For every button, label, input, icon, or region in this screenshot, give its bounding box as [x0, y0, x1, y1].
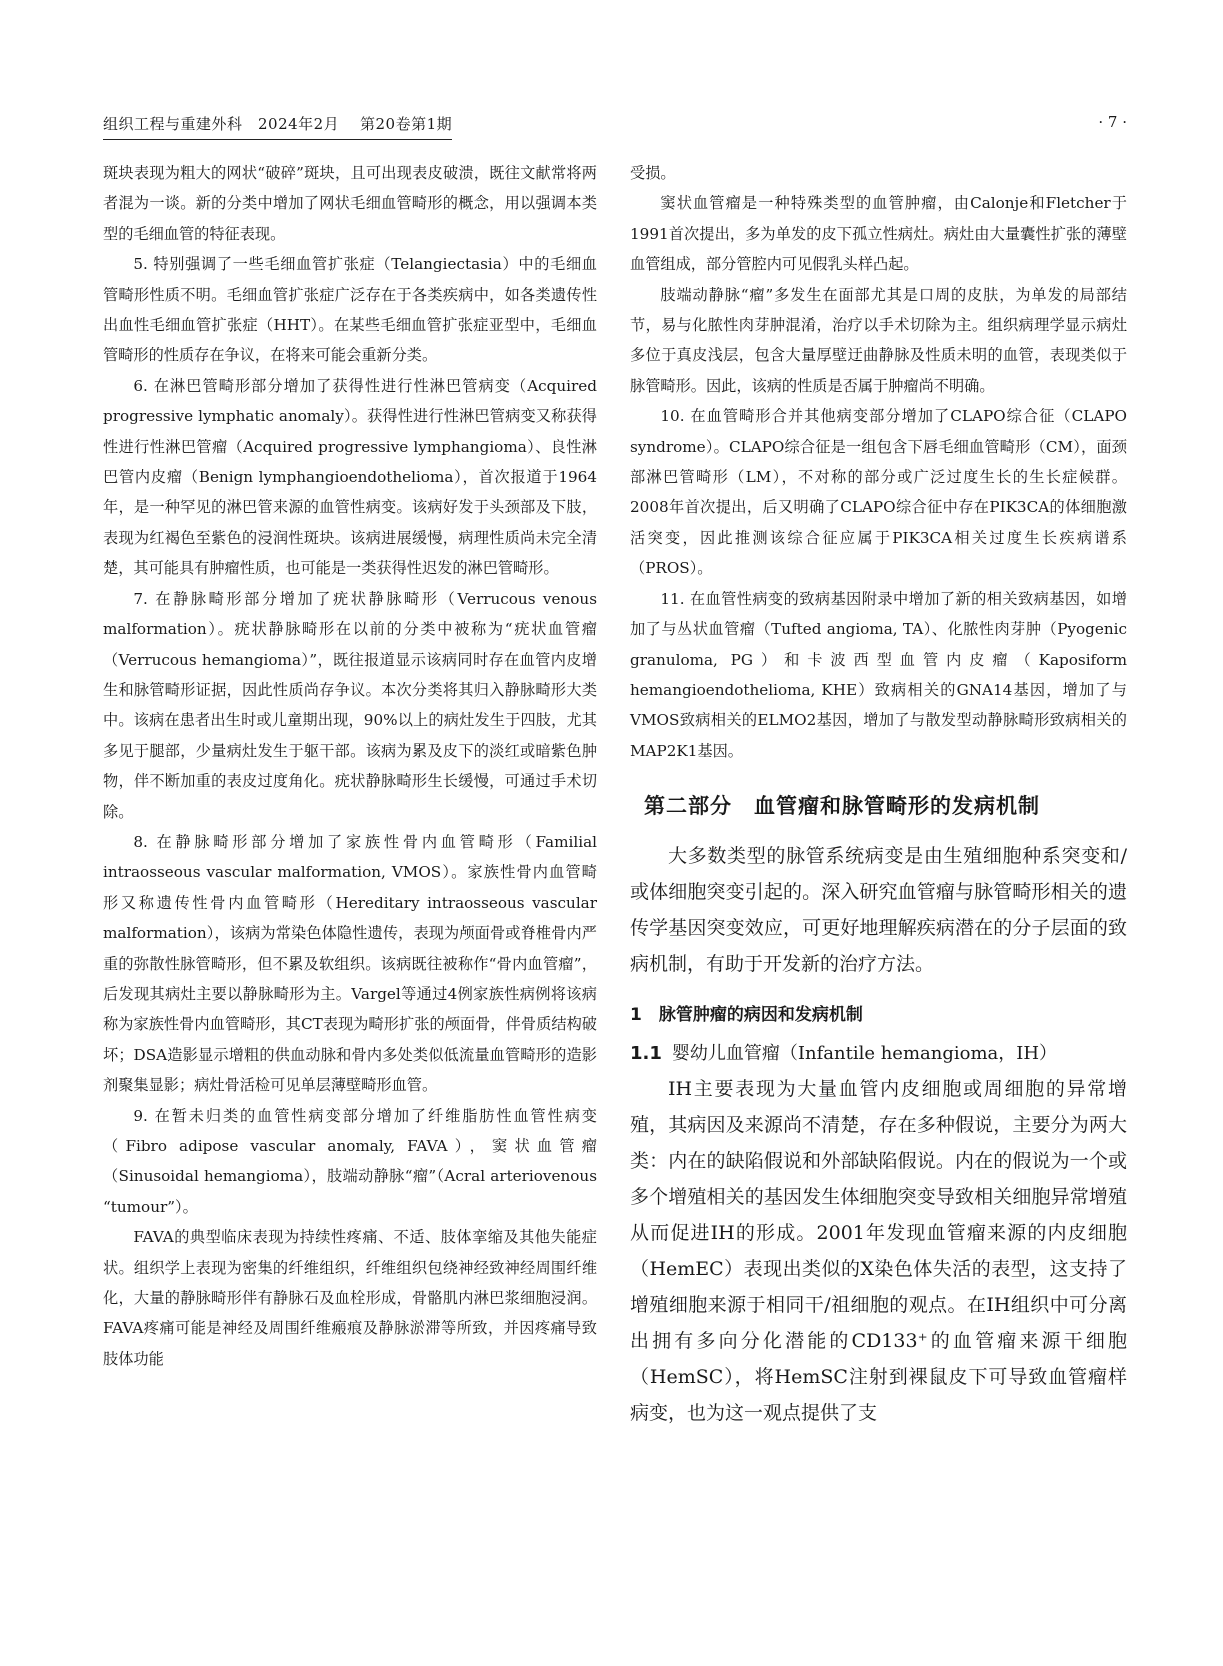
paragraph: 受损。 — [630, 164, 676, 182]
paragraph: FAVA的典型临床表现为持续性疼痛、不适、肢体挛缩及其他失能症状。组织学上表现为密集的纤维组织，纤维组织包绕神经致神经周围纤维化，大量的静脉畸形伴有静脉石及血栓形成，骨骼肌内淋巴浆细胞浸润。FAVA疼痛可能是神经及周围纤维瘢痕及静脉淤滞等所致，并因疼痛导致肢体功能 — [103, 1228, 597, 1368]
subsubsection-heading — [630, 1037, 1127, 1071]
paragraph: 斑块表现为粗大的网状“破碎”斑块，且可出现表皮破溃，既往文献常将两者混为一谈。新的分类中增加了网状毛细血管畸形的概念，用以强调本类型的毛细血管的特征表现。 — [103, 164, 597, 243]
paragraph: 窦状血管瘤是一种特殊类型的血管肿瘤，由Calonje和Fletcher于1991首次提出，多为单发的皮下孤立性病灶。病灶由大量囊性扩张的薄壁血管组成，部分管腔内可见假乳头样凸起。 — [630, 194, 1127, 274]
paragraph: 5. 特别强调了一些毛细血管扩张症（Telangiectasia）中的毛细血管畸形性质不明。毛细血管扩张症广泛存在于各类疾病中，如各类遗传性出血性毛细血管扩张症（HHT）。在某些毛细血管扩张症亚型中，毛细血管畸形的性质存在争议，在将来可能会重新分类。 — [103, 255, 597, 365]
subsection-heading: 1 脉管肿瘤的病因和发病机制 — [630, 1005, 863, 1026]
page-header — [103, 113, 1127, 143]
paragraph: 肢端动静脉“瘤”多发生在面部尤其是口周的皮肤，为单发的局部结节，易与化脓性肉芽肿混淆，治疗以手术切除为主。组织病理学显示病灶多位于真皮浅层，包含大量厚壁迂曲静脉及性质未明的血管，表现类似于脉管畸形。因此，该病的性质是否属于肿瘤尚不明确。 — [630, 285, 1127, 395]
subsubsection-number: 1.1 — [630, 1043, 662, 1065]
journal-info: 组织工程与重建外科 2024年2月 第20卷第1期 — [103, 113, 452, 140]
paragraph: 8. 在静脉畸形部分增加了家族性骨内血管畸形（Familial intraosseous vascular malformation, VMOS）。家族性骨内血管畸形又称遗传性骨内血管畸形（Hereditary intraosseous vascular malformation），该病为常染色体隐性遗传，表现为颅面骨或脊椎骨内严重的弥散性脉管畸形，但不累及软组织。该病既往被称作“骨内血管瘤”，后发现其病灶主要以静脉畸形为主。Vargel等通过4例家族性病例将该病称为家族性骨内血管畸形，其CT表现为畸形扩张的颅面骨，伴骨质结构破坏；DSA造影显示增粗的供血动脉和骨内多处类似低流量血管畸形的造影剂聚集显影；病灶骨活检可见单层薄壁畸形血管。 — [103, 832, 597, 1095]
paragraph: 6. 在淋巴管畸形部分增加了获得性进行性淋巴管病变（Acquired progressive lymphatic anomaly）。获得性进行性淋巴管病变又称获得性进行性淋巴管瘤（Acquired progressive lymphangioma）、良性淋巴管内皮瘤（Benign lymphangioendothelioma），首次报道于1964年，是一种罕见的淋巴管来源的血管性病变。该病好发于头颈部及下肢，表现为红褐色至紫色的浸润性斑块。该病进展缓慢，病理性质尚未完全清楚，其可能具有肿瘤性质，也可能是一类获得性迟发的淋巴管畸形。 — [103, 376, 597, 578]
section-title: 第二部分 血管瘤和脉管畸形的发病机制 — [644, 794, 1040, 819]
paragraph: IH主要表现为大量血管内皮细胞或周细胞的异常增殖，其病因及来源尚不清楚，存在多种假说，主要分为两大类：内在的缺陷假说和外部缺陷假说。内在的假说为一个或多个增殖相关的基因发生体细胞突变导致相关细胞异常增殖从而促进IH的形成。2001年发现血管瘤来源的内皮细胞（HemEC）表现出类似的X染色体失活的表型，这支持了增殖细胞来源于相同干/祖细胞的观点。在IH组织中可分离出拥有多向分化潜能的CD133⁺的血管瘤来源干细胞（HemSC），将HemSC注射到裸鼠皮下可导致血管瘤样病变，也为这一观点提供了支 — [630, 1078, 1127, 1425]
paragraph: 10. 在血管畸形合并其他病变部分增加了CLAPO综合征（CLAPO syndrome）。CLAPO综合征是一组包含下唇毛细血管畸形（CM），面颈部淋巴管畸形（LM），不对称的部分或广泛过度生长的生长症候群。2008年首次提出，后又明确了CLAPO综合征中存在PIK3CA的体细胞激活突变，因此推测该综合征应属于PIK3CA相关过度生长疾病谱系（PROS）。 — [630, 407, 1127, 578]
paragraph: 9. 在暂未归类的血管性病变部分增加了纤维脂肪性血管性病变（Fibro adipose vascular anomaly, FAVA），窦状血管瘤（Sinusoidal hemangioma），肢端动静脉“瘤”（Acral arteriovenous “tumour”）。 — [103, 1106, 597, 1216]
paragraph: 大多数类型的脉管系统病变是由生殖细胞种系突变和/或体细胞突变引起的。深入研究血管瘤与脉管畸形相关的遗传学基因突变效应，可更好地理解疾病潜在的分子层面的致病机制，有助于开发新的治疗方法。 — [630, 845, 1127, 976]
paragraph: 7. 在静脉畸形部分增加了疣状静脉畸形（Verrucous venous malformation）。疣状静脉畸形在以前的分类中被称为“疣状血管瘤（Verrucous hemangioma）”，既往报道显示该病同时存在血管内皮增生和脉管畸形证据，因此性质尚存争议。本次分类将其归入静脉畸形大类中。该病在患者出生时或儿童期出现，90%以上的病灶发生于四肢，尤其多见于腿部，少量病灶发生于躯干部。该病为累及皮下的淡红或暗紫色肿物，伴不断加重的表皮过度角化。疣状静脉畸形生长缓慢，可通过手术切除。 — [103, 589, 597, 821]
page-number: · 7 · — [1098, 113, 1127, 131]
paragraph: 11. 在血管性病变的致病基因附录中增加了新的相关致病基因，如增加了与丛状血管瘤（Tufted angioma, TA）、化脓性肉芽肿（Pyogenic granuloma, PG）和卡波西型血管内皮瘤（Kaposiform hemangioendothelioma, KHE）致病相关的GNA14基因，增加了与VMOS致病相关的ELMO2基因，增加了与散发型动静脉畸形致病相关的MAP2K1基因。 — [630, 589, 1127, 760]
left-column — [103, 158, 597, 1374]
subsubsection-title: 婴幼儿血管瘤（Infantile hemangioma，IH） — [671, 1043, 1058, 1065]
right-column — [630, 158, 1127, 1431]
